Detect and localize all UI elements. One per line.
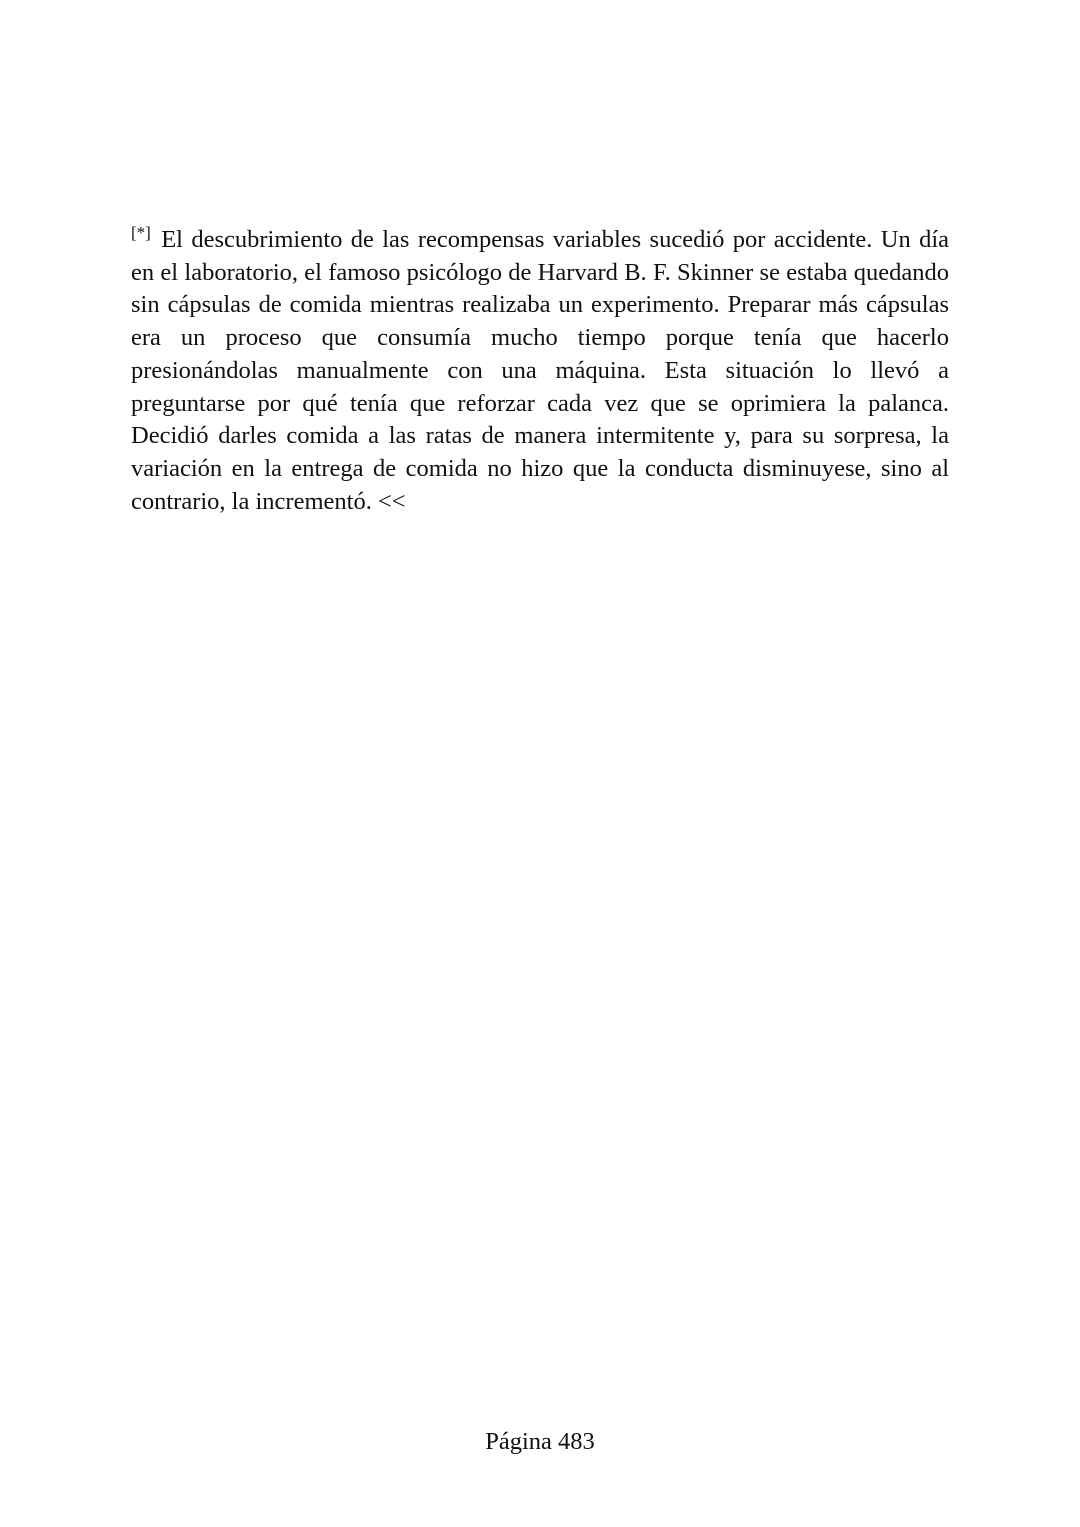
footnote-text: El descubrimiento de las recompensas variables sucedió por accidente. Un día en el laboratorio, el famoso psicólogo de Harvard B. F. Skinner se estaba quedando sin cápsulas de comida mientras realizaba un experimento. Preparar más cápsulas era un proceso que consumía mucho tiempo porque tenía que hacerlo presionándolas manualmente con una máquina. Esta situación lo llevó a preguntarse por qué tenía que reforzar cada vez que se oprimiera la palanca. Decidió darles comida a las ratas de manera intermitente y, para su sorpresa, la variación en la entrega de comida no hizo que la conducta disminuyese, sino al contrario, la incrementó. bbox=[131, 226, 949, 515]
footnote-back-link[interactable]: << bbox=[377, 487, 406, 515]
footnote-paragraph bbox=[131, 224, 949, 518]
page-number: Página 483 bbox=[485, 1428, 595, 1455]
footnote-marker: [*] bbox=[131, 223, 151, 242]
